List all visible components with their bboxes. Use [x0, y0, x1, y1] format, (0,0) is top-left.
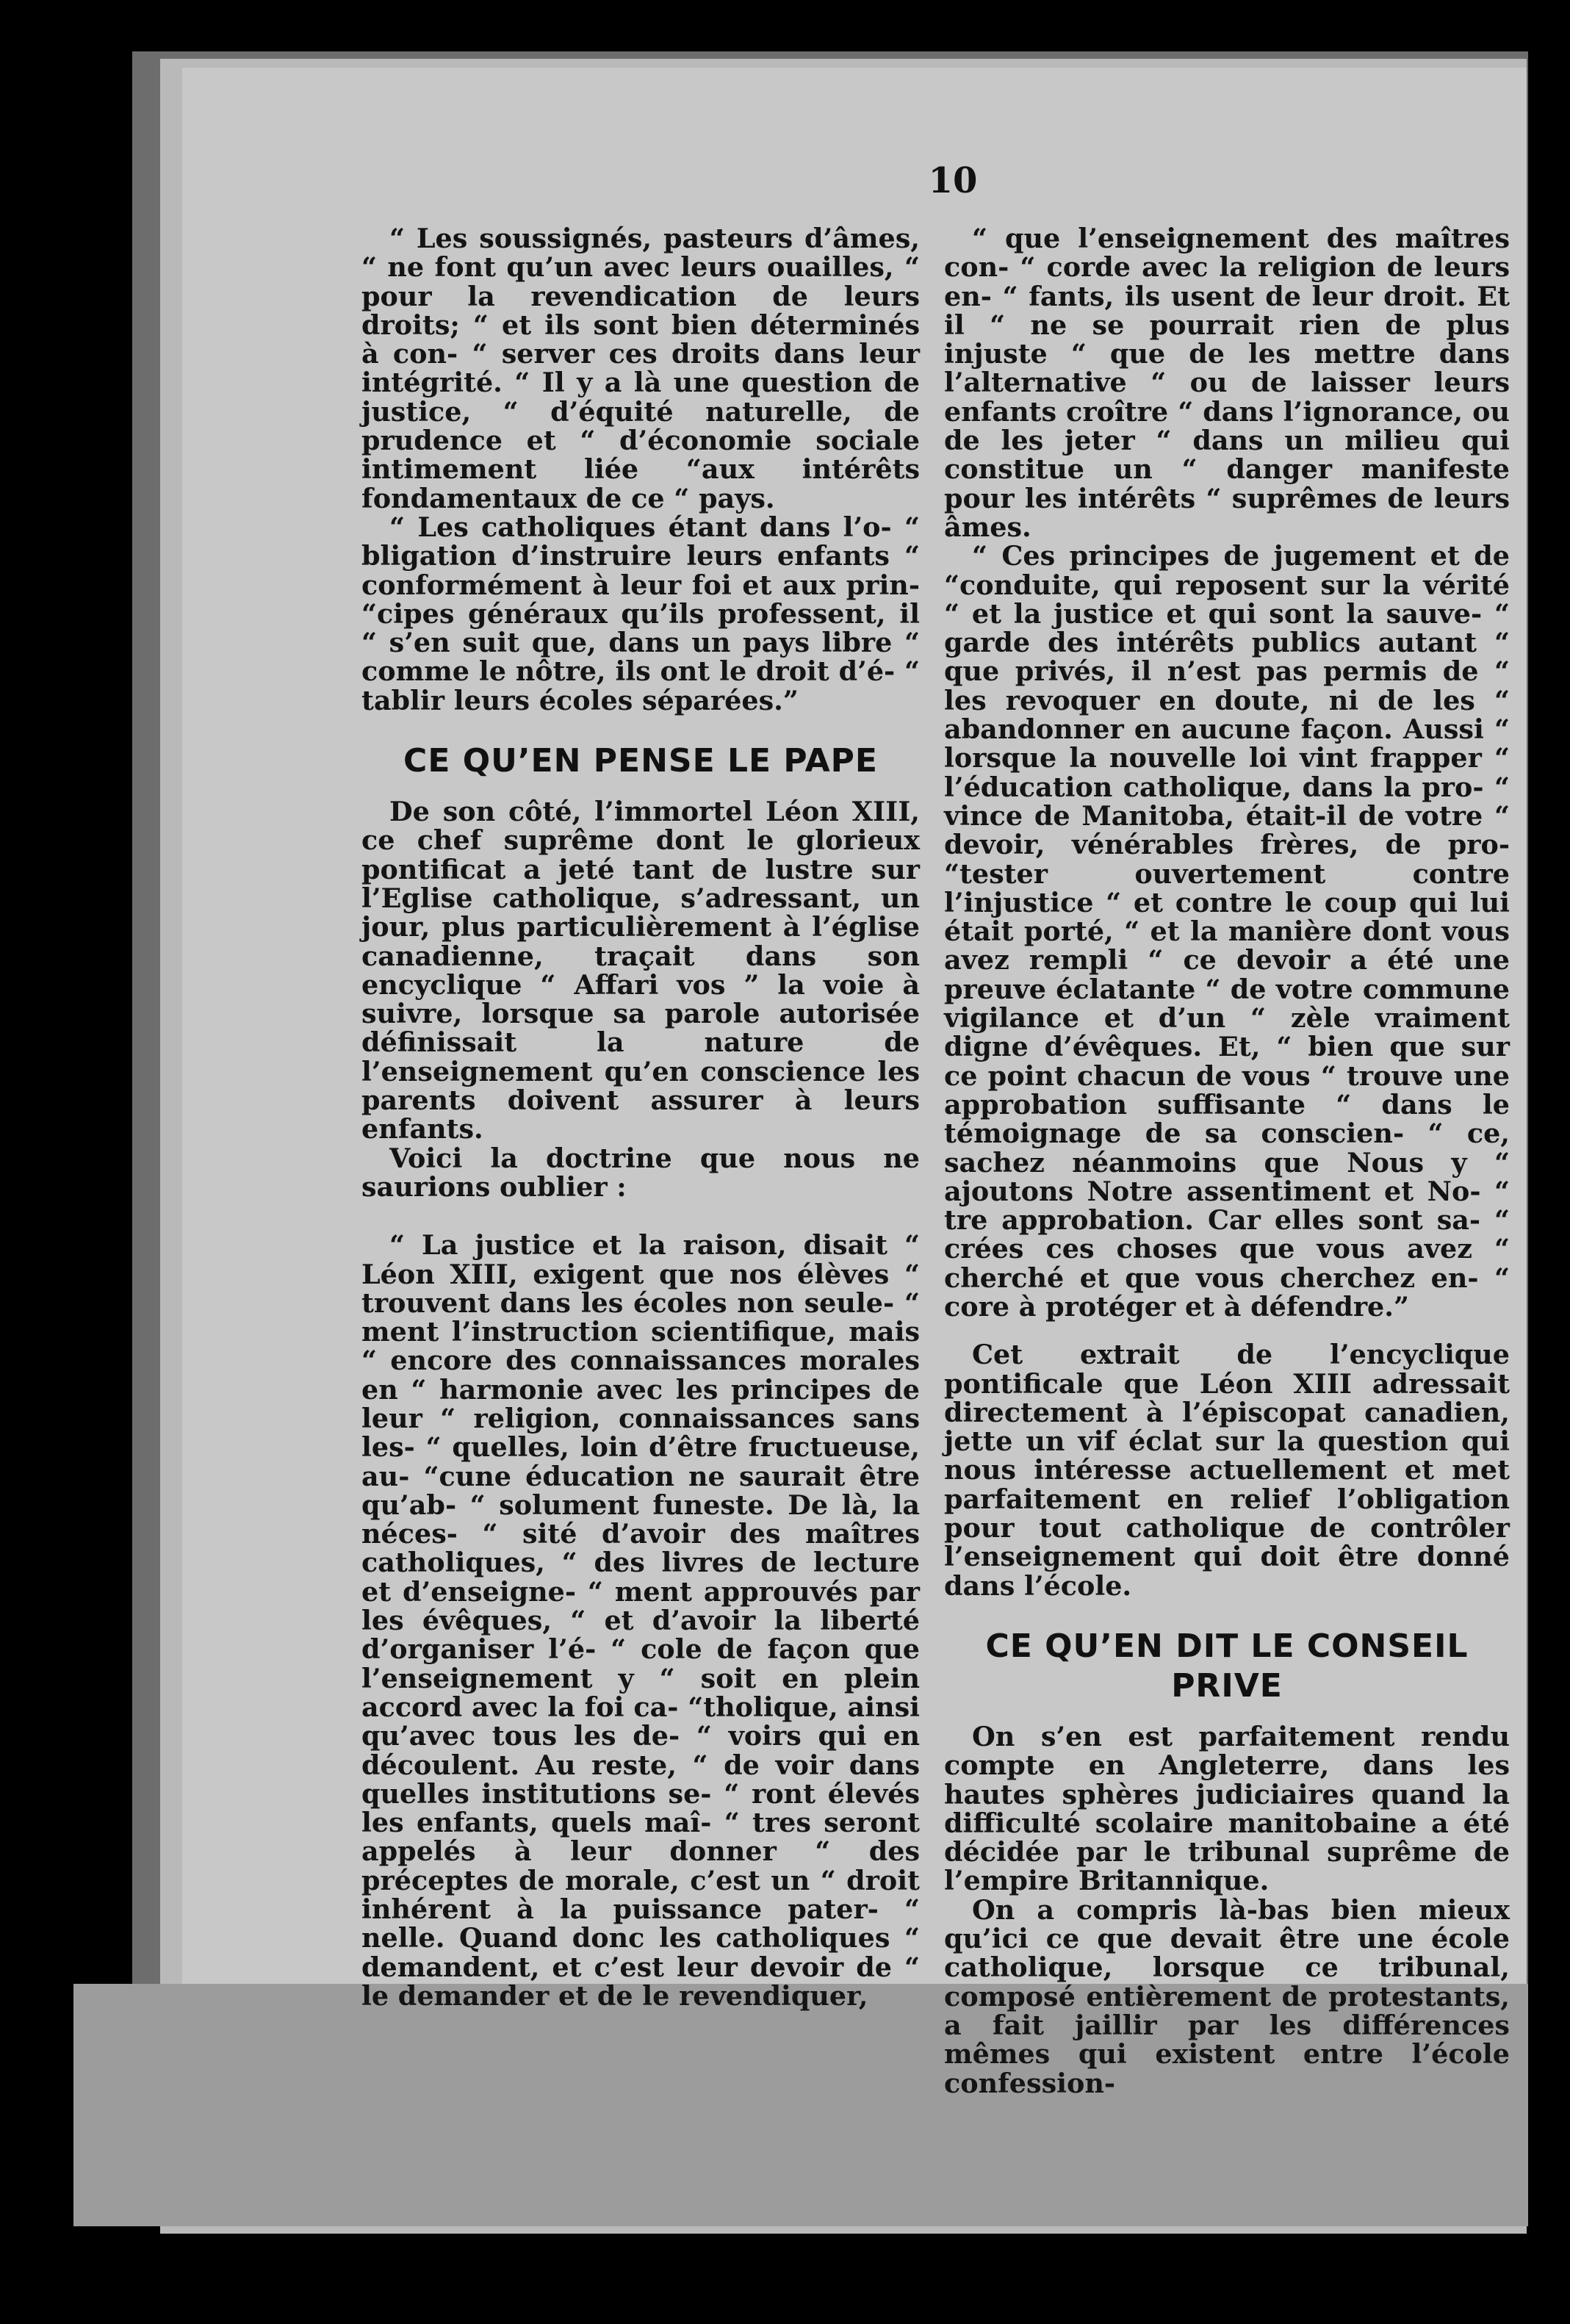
paragraph-ecole-catholique: On a compris là-bas bien mieux qu’ici ce que devait être une école catholique, lorsque ce tribunal, composé entièrement de protestants, a fait jaillir par les différences mêmes qui existent entre l’école confession-	[944, 1893, 1510, 2099]
quote-bishops-paragraph-1: “ Les soussignés, pasteurs d’âmes, “ ne font qu’un avec leurs ouailles, “ pour la revendication de leurs droits; “ et ils sont bien déterminés à con- “ server ces droits dans leur intégrité. “ Il y a là une question de justice, “ d’équité naturelle, de prudence et “ d’économie sociale intimement liée “aux intérêts fondamentaux de ce “ pays.	[361, 223, 920, 514]
section-heading-conseil-prive: CE QU’EN DIT LE CONSEIL PRIVE	[985, 1627, 1469, 1705]
paragraph-extract-comment: Cet extrait de l’encyclique pontificale que Léon XIII adressait directement à l’épiscopat canadien, jette un vif éclat sur la question qui nous intéresse actuellement et met parfaitement en relief l’obligation pour tout catholique de contrôler l’enseignement qui doit être donné dans l’école.	[944, 1339, 1510, 1602]
paragraph-leon-xiii: De son côté, l’immortel Léon XIII, ce chef suprême dont le glorieux pontificat a jeté tant de lustre sur l’Eglise catholique, s’adressant, un jour, plus particulièrement à l’église canadienne, traçait dans son encyclique “ Affari vos ” la voie à suivre, lorsque sa parole autorisée définissait la nature de l’enseignement qu’en conscience les parents doivent assurer à leurs enfants.	[361, 796, 920, 1145]
spacer	[361, 1201, 920, 1231]
quote-encyclical-continued-2: “ Ces principes de jugement et de “conduite, qui reposent sur la vérité “ et la justice et qui sont la sauve- “ garde des intérêts publics autant “ que privés, il n’est pas permis de “ les revoquer en doute, ni de les “ abandonner en aucune façon. Aussi “ lorsque la nouvelle loi vint frapper “ l’éducation catholique, dans la pro- “ vince de Manitoba, était-il de votre “ devoir, vénérables frères, de pro- “tester ouvertement contre l’injustice “ et contre le coup qui lui était porté, “ et la manière dont vous avez rempli “ ce devoir a été une preuve éclatante “ de votre commune vigilance et d’un “ zèle vraiment digne d’évêques. Et, “ bien que sur ce point chacun de vous “ trouve une approbation suffisante “ dans le témoignage de sa conscien- “ ce, sachez néanmoins que Nous y “ ajoutons Notre assentiment et No- “ tre approbation. Car elles sont sa- “ crées ces choses que vous avez “ cherché et que vous cherchez en- “ core à protéger et à défendre.”	[944, 540, 1510, 1323]
section-heading-pape: CE QU’EN PENSE LE PAPE	[403, 742, 878, 780]
left-column	[361, 224, 920, 2010]
paragraph-doctrine-intro: Voici la doctrine que nous ne saurions oublier :	[361, 1142, 920, 1203]
spacer	[944, 1321, 1510, 1340]
page-number: 10	[928, 160, 978, 201]
paragraph-angleterre: On s’en est parfaitement rendu compte en Angleterre, dans les hautes sphères judiciaires quand la difficulté scolaire manitobaine a été décidée par le tribunal suprême de l’empire Britannique.	[944, 1720, 1510, 1897]
quote-encyclical: “ La justice et la raison, disait “ Léon XIII, exigent que nos élèves “ trouvent dans les écoles non seule- “ ment l’instruction scientifique, mais “ encore des connaissances morales en “ harmonie avec les principes de leur “ religion, connaissances sans les- “ quelles, loin d’être fructueuse, au- “cune éducation ne saurait être qu’ab- “ solument funeste. De là, la néces- “ sité d’avoir des maîtres catholiques, “ des livres de lecture et d’enseigne- “ ment approuvés par les évêques, “ et d’avoir la liberté d’organiser l’é- “ cole de façon que l’enseignement y “ soit en plein accord avec la foi ca- “tholique, ainsi qu’avec tous les de- “ voirs qui en découlent. Au reste, “ de voir dans quelles institutions se- “ ront élevés les enfants, quels maî- “ tres seront appelés à leur donner “ des préceptes de morale, c’est un “ droit inhérent à la puissance pater- “ nelle. Quand donc les catholiques “ demandent, et c’est leur devoir de “ le demander et de le revendiquer,	[361, 1229, 920, 2012]
quote-bishops-paragraph-2: “ Les catholiques étant dans l’o- “ bligation d’instruire leurs enfants “ conformément à leur foi et aux prin- “cipes généraux qu’ils professent, il “ s’en suit que, dans un pays libre “ comme le nôtre, ils ont le droit d’é- “ tablir leurs écoles séparées.”	[361, 511, 920, 716]
quote-encyclical-continued-1: “ que l’enseignement des maîtres con- “ corde avec la religion de leurs en- “ fants, ils usent de leur droit. Et il “ ne se pourrait rien de plus injuste “ que de les mettre dans l’alternative “ ou de laisser leurs enfants croître “ dans l’ignorance, ou de les jeter “ dans un milieu qui constitue un “ danger manifeste pour les intérêts “ suprêmes de leurs âmes.	[944, 223, 1510, 543]
right-column	[944, 224, 1510, 2098]
